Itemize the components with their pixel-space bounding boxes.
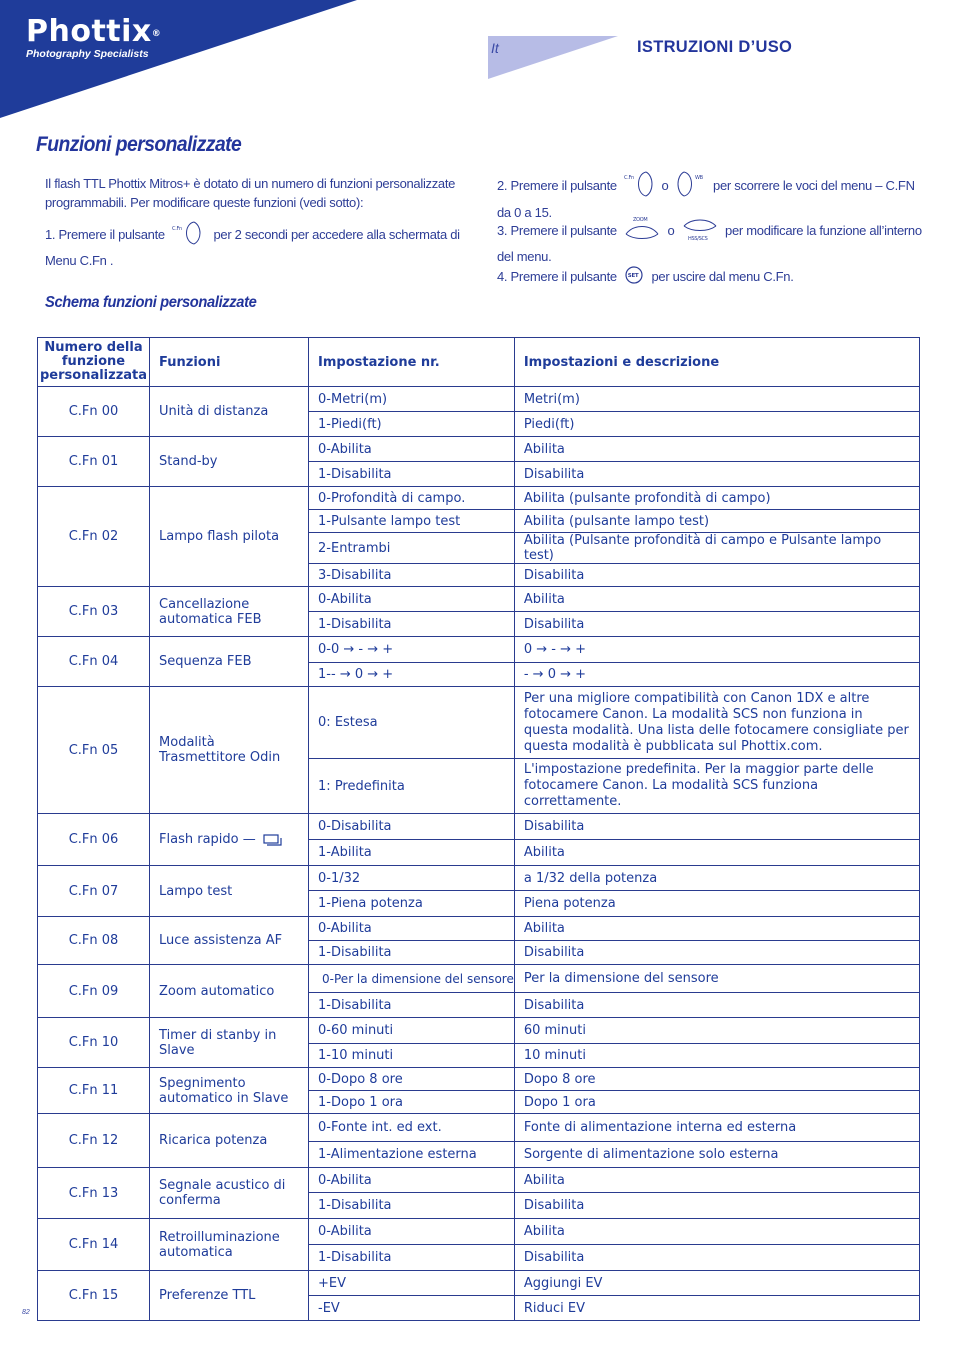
intro-paragraph-1: Il flash TTL Phottix Mitros+ è dotato di un numero di funzioni personalizzate programmabili. Per modificare queste funzioni (vedi sotto): <box>45 176 456 210</box>
description-cell: Abilita (pulsante lampo test) <box>514 510 919 533</box>
description-cell: Disabilita <box>514 814 919 840</box>
table-body <box>38 387 920 1321</box>
svg-text:SET: SET <box>627 273 639 280</box>
description-cell: Abilita <box>514 587 919 612</box>
description-cell: Piedi(ft) <box>514 412 919 437</box>
function-name: Spegnimento automatico in Slave <box>159 1075 289 1106</box>
svg-text:C.Fn: C.Fn <box>624 175 635 181</box>
description-cell: 10 minuti <box>514 1044 919 1068</box>
description-cell: L'impostazione predefinita. Per la maggior parte delle fotocamere Canon. La modalità SCS funziona correttamente. <box>514 759 919 814</box>
wb-button-icon <box>676 170 706 203</box>
setting-cell: 1-Piedi(ft) <box>309 412 515 437</box>
description-cell: Abilita (pulsante profondità di campo) <box>514 487 919 510</box>
description-cell: Riduci EV <box>514 1296 919 1321</box>
function-name-cell <box>150 637 309 687</box>
function-number-cell: C.Fn 09 <box>38 965 150 1018</box>
header-number: Numero della funzione personalizzata <box>38 338 150 387</box>
function-name: Ricarica potenza <box>159 1133 268 1148</box>
custom-functions-table <box>37 337 920 1321</box>
function-number-cell: C.Fn 07 <box>38 866 150 917</box>
setting-cell: 0-Abilita <box>309 587 515 612</box>
function-name: Zoom automatico <box>159 983 275 999</box>
hss-scs-button-icon <box>682 216 718 247</box>
function-name: Timer di stanby in Slave <box>159 1027 277 1058</box>
function-number-cell: C.Fn 00 <box>38 387 150 437</box>
setting-cell: 0-Abilita <box>309 1219 515 1245</box>
logo-registered-mark: ® <box>151 29 162 39</box>
function-number-cell: C.Fn 15 <box>38 1271 150 1321</box>
language-label: It <box>491 40 499 56</box>
description-cell: Abilita <box>514 917 919 941</box>
intro-step-4: 4. Premere il pulsante SET per uscire dal menu C.Fn. <box>497 265 922 290</box>
section-title: Funzioni personalizzate <box>36 133 242 156</box>
description-cell: Metri(m) <box>514 387 919 412</box>
description-cell: Disabilita <box>514 612 919 637</box>
function-number-cell: C.Fn 05 <box>38 687 150 814</box>
table-row <box>38 587 920 612</box>
logo-tagline: Photography Specialists <box>26 48 149 60</box>
function-number-cell: C.Fn 01 <box>38 437 150 487</box>
setting-cell: 1-Alimentazione esterna <box>309 1142 515 1168</box>
setting-cell: 0-60 minuti <box>309 1018 515 1044</box>
table-row <box>38 917 920 941</box>
setting-cell: 0-0 → - → + <box>309 637 515 663</box>
function-name-cell <box>150 1271 309 1321</box>
function-number-cell: C.Fn 02 <box>38 487 150 587</box>
table-row <box>38 1168 920 1193</box>
description-cell: Disabilita <box>514 1245 919 1271</box>
table-row <box>38 1271 920 1296</box>
function-name: Retroilluminazione automatica <box>159 1229 280 1260</box>
table-row <box>38 637 920 663</box>
function-name: Cancellazione automatica FEB <box>159 596 262 627</box>
quick-flash-icon <box>262 833 284 847</box>
intro-step-3: 3. Premere il pulsante ZOOM o HSS/SCS per modificare la funzione all’interno del menu. <box>497 217 922 264</box>
description-cell: 0 → - → + <box>514 637 919 663</box>
setting-cell: 1: Predefinita <box>309 759 515 814</box>
function-name-cell <box>150 1068 309 1114</box>
function-name: Unità di distanza <box>159 404 269 419</box>
description-cell: Abilita <box>514 1168 919 1193</box>
function-name: Luce assistenza AF <box>159 933 283 948</box>
function-name-cell <box>150 587 309 637</box>
description-cell: Abilita (Pulsante profondità di campo e Pulsante lampo test) <box>514 533 919 564</box>
table-row <box>38 1068 920 1091</box>
function-name-cell <box>150 917 309 965</box>
function-number-cell: C.Fn 13 <box>38 1168 150 1219</box>
header-function: Funzioni <box>150 338 309 387</box>
setting-cell: 0-Fonte int. ed ext. <box>309 1114 515 1142</box>
description-cell: Dopo 1 ora <box>514 1091 919 1114</box>
description-cell: Per la dimensione del sensore <box>514 965 919 993</box>
function-name-cell <box>150 1219 309 1271</box>
setting-cell: 1-Abilita <box>309 840 515 866</box>
function-name-cell <box>150 1018 309 1068</box>
cfn-scroll-left-icon <box>624 170 654 203</box>
subsection-title: Schema funzioni personalizzate <box>45 294 257 311</box>
description-cell: 60 minuti <box>514 1018 919 1044</box>
function-number-cell: C.Fn 10 <box>38 1018 150 1068</box>
setting-cell: 0-Profondità di campo. <box>309 487 515 510</box>
function-name-cell <box>150 965 309 1018</box>
function-number-cell: C.Fn 11 <box>38 1068 150 1114</box>
zoom-button-icon <box>624 216 660 247</box>
function-name: Segnale acustico di conferma <box>159 1178 286 1208</box>
header-setting: Impostazione nr. <box>309 338 515 387</box>
setting-cell: 1-Disabilita <box>309 941 515 965</box>
function-name: Stand-by <box>159 454 218 469</box>
function-name: Flash rapido — <box>159 832 256 847</box>
setting-cell: +EV <box>309 1271 515 1296</box>
description-cell: Disabilita <box>514 1193 919 1219</box>
description-cell: Per una migliore compatibilità con Canon 1DX e altre fotocamere Canon. La modalità SCS non funziona in questa modalità. Una lista delle fotocamere consigliate per questa modalità è pubblicata sul Phottix.com. <box>514 687 919 759</box>
setting-cell: 1-Disabilita <box>309 993 515 1018</box>
table-row <box>38 437 920 462</box>
table-row <box>38 866 920 891</box>
description-cell: Piena potenza <box>514 891 919 917</box>
function-number-cell: C.Fn 06 <box>38 814 150 866</box>
page-number: 82 <box>22 1309 30 1316</box>
setting-cell: 0-Per la dimensione del sensore <box>309 965 515 993</box>
function-name: Lampo flash pilota <box>159 529 280 544</box>
function-name-cell <box>150 437 309 487</box>
table-row <box>38 965 920 993</box>
cfn-button-icon <box>172 220 206 251</box>
table-row <box>38 687 920 759</box>
description-cell: Fonte di alimentazione interna ed esterna <box>514 1114 919 1142</box>
svg-text:HSS/SCS: HSS/SCS <box>687 236 708 242</box>
setting-cell: 0: Estesa <box>309 687 515 759</box>
svg-text:ZOOM: ZOOM <box>633 217 648 223</box>
function-name: Lampo test <box>159 883 233 899</box>
description-cell: Abilita <box>514 437 919 462</box>
setting-cell: 1-Dopo 1 ora <box>309 1091 515 1114</box>
setting-cell: 1-Disabilita <box>309 462 515 487</box>
setting-cell: 1-10 minuti <box>309 1044 515 1068</box>
description-cell: Abilita <box>514 1219 919 1245</box>
description-cell: Sorgente di alimentazione solo esterna <box>514 1142 919 1168</box>
function-number-cell: C.Fn 03 <box>38 587 150 637</box>
table-row <box>38 1114 920 1142</box>
function-name: Sequenza FEB <box>159 654 252 669</box>
function-name-cell <box>150 814 309 866</box>
function-name-cell <box>150 1168 309 1219</box>
function-number-cell: C.Fn 04 <box>38 637 150 687</box>
setting-cell: 0-Metri(m) <box>309 387 515 412</box>
description-cell: Abilita <box>514 840 919 866</box>
setting-cell: 0-Abilita <box>309 917 515 941</box>
description-cell: Aggiungi EV <box>514 1271 919 1296</box>
description-cell: Disabilita <box>514 941 919 965</box>
setting-cell: 3-Disabilita <box>309 564 515 587</box>
setting-cell: 1-Piena potenza <box>309 891 515 917</box>
description-cell: Disabilita <box>514 564 919 587</box>
phottix-logo <box>26 16 161 60</box>
function-name: Preferenze TTL <box>159 1288 256 1303</box>
description-cell: a 1/32 della potenza <box>514 866 919 891</box>
function-name-cell <box>150 1114 309 1168</box>
intro-step-2: 2. Premere il pulsante C.Fn o WB per scorrere le voci del menu – C.FN da 0 a 15. <box>497 170 922 222</box>
function-name-cell <box>150 387 309 437</box>
table-header-row <box>38 338 920 387</box>
description-cell: Disabilita <box>514 993 919 1018</box>
setting-cell: 0-Dopo 8 ore <box>309 1068 515 1091</box>
logo-text: Phottix <box>26 14 152 49</box>
setting-cell: 0-1/32 <box>309 866 515 891</box>
function-number-cell: C.Fn 14 <box>38 1219 150 1271</box>
svg-text:C.Fn: C.Fn <box>172 226 183 232</box>
table-row <box>38 1018 920 1044</box>
table-row <box>38 814 920 840</box>
function-number-cell: C.Fn 08 <box>38 917 150 965</box>
setting-cell: 0-Abilita <box>309 437 515 462</box>
setting-cell: 1-- → 0 → + <box>309 663 515 687</box>
document-title: ISTRUZIONI D’USO <box>637 38 793 56</box>
function-name: Modalità Trasmettitore Odin <box>159 735 281 765</box>
setting-cell: 1-Disabilita <box>309 612 515 637</box>
setting-cell: 1-Disabilita <box>309 1193 515 1219</box>
description-cell: - → 0 → + <box>514 663 919 687</box>
table-row <box>38 387 920 412</box>
setting-cell: 1-Pulsante lampo test <box>309 510 515 533</box>
language-tab-shape <box>488 36 618 79</box>
setting-cell: 0-Disabilita <box>309 814 515 840</box>
setting-cell: 0-Abilita <box>309 1168 515 1193</box>
svg-text:WB: WB <box>694 175 703 181</box>
setting-cell: 2-Entrambi <box>309 533 515 564</box>
intro-step-1: 1. Premere il pulsante C.Fn per 2 secondi per accedere alla schermata di Menu C.Fn . <box>45 220 470 270</box>
function-number-cell: C.Fn 12 <box>38 1114 150 1168</box>
header-description: Impostazioni e descrizione <box>514 338 919 387</box>
setting-cell: 1-Disabilita <box>309 1245 515 1271</box>
description-cell: Dopo 8 ore <box>514 1068 919 1091</box>
function-name-cell <box>150 687 309 814</box>
function-name-cell <box>150 487 309 587</box>
setting-cell: -EV <box>309 1296 515 1321</box>
description-cell: Disabilita <box>514 462 919 487</box>
set-button-icon <box>624 265 644 290</box>
table-row <box>38 487 920 510</box>
table-row <box>38 1219 920 1245</box>
function-name-cell <box>150 866 309 917</box>
